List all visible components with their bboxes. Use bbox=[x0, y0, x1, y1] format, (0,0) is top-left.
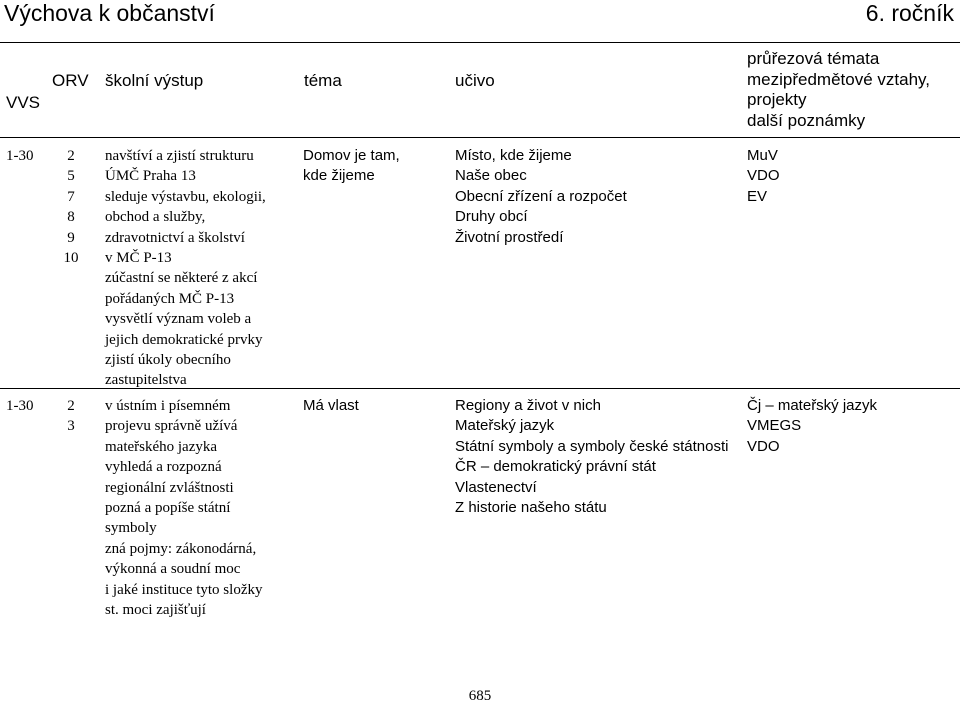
col-header-orv: ORV bbox=[52, 71, 89, 90]
grade-title: 6. ročník bbox=[865, 0, 954, 26]
block2-outputs bbox=[105, 396, 262, 620]
block1-topic bbox=[303, 146, 400, 187]
curriculum-line: Regiony a život v nich bbox=[455, 397, 601, 414]
orv-item: 8 bbox=[67, 209, 75, 226]
orv-item: 2 bbox=[67, 148, 75, 164]
topic-line: kde žijeme bbox=[303, 167, 375, 185]
block1-curriculum bbox=[455, 146, 627, 248]
output-line: obchod a služby, bbox=[105, 209, 206, 226]
orv-item: 10 bbox=[63, 249, 79, 266]
output-line: ÚMČ Praha 13 bbox=[105, 168, 196, 185]
col-header-output: školní výstup bbox=[105, 71, 204, 90]
cross-line: EV bbox=[747, 187, 768, 205]
curriculum-line: Mateřský jazyk bbox=[455, 417, 555, 435]
topic-line: Domov je tam, bbox=[303, 147, 400, 164]
cross-line: MuV bbox=[747, 147, 778, 164]
subject-title: Výchova k občanství bbox=[4, 0, 215, 26]
output-line: symboly bbox=[105, 520, 157, 537]
col-header-cross-line: projekty bbox=[747, 90, 807, 109]
curriculum-line: Z historie našeho státu bbox=[455, 498, 607, 516]
output-line: sleduje výstavbu, ekologii, bbox=[105, 188, 266, 205]
block2-vvs: 1-30 bbox=[6, 398, 34, 414]
output-line: navštíví a zjistí strukturu bbox=[105, 148, 254, 164]
output-line: i jaké instituce tyto složky bbox=[105, 581, 263, 598]
curriculum-line: Životní prostředí bbox=[455, 228, 564, 246]
col-header-cross-line: průřezová témata bbox=[747, 49, 880, 68]
orv-item: 5 bbox=[67, 168, 75, 185]
output-line: st. moci zajišťují bbox=[105, 601, 206, 618]
block1-cross bbox=[747, 146, 780, 207]
header-bottom-rule bbox=[0, 137, 960, 138]
output-line: zdravotnictví a školství bbox=[105, 229, 245, 246]
output-line: projevu správně užívá bbox=[105, 418, 238, 435]
output-line: výkonná a soudní moc bbox=[105, 561, 241, 578]
header-top-rule bbox=[0, 42, 960, 43]
cross-line: VMEGS bbox=[747, 417, 802, 435]
block1-orv-list bbox=[56, 146, 86, 268]
block2-curriculum bbox=[455, 396, 728, 518]
curriculum-line: Druhy obcí bbox=[455, 208, 528, 226]
curriculum-line: Státní symboly a symboly české státnosti bbox=[455, 437, 729, 455]
curriculum-line: Obecní zřízení a rozpočet bbox=[455, 187, 627, 205]
output-line: zúčastní se některé z akcí bbox=[105, 270, 258, 287]
output-line: jejich demokratické prvky bbox=[105, 331, 263, 348]
orv-item: 3 bbox=[67, 418, 75, 435]
block1-outputs bbox=[105, 146, 266, 391]
col-header-curriculum: učivo bbox=[455, 71, 495, 90]
curriculum-line: Vlastenectví bbox=[455, 478, 537, 496]
output-line: v ústním i písemném bbox=[105, 398, 231, 414]
block-separator-rule bbox=[0, 388, 960, 389]
orv-item: 9 bbox=[67, 229, 75, 246]
output-line: vyhledá a rozpozná bbox=[105, 459, 222, 476]
block1-vvs: 1-30 bbox=[6, 148, 34, 164]
output-line: pořádaných MČ P-13 bbox=[105, 290, 235, 307]
page-number: 685 bbox=[468, 688, 492, 704]
curriculum-line: ČR – demokratický právní stát bbox=[455, 458, 656, 476]
title-bar bbox=[0, 0, 960, 32]
block2-orv-list bbox=[56, 396, 86, 437]
block2-topic bbox=[303, 396, 359, 416]
cross-line: Čj – mateřský jazyk bbox=[747, 397, 878, 414]
curriculum-line: Místo, kde žijeme bbox=[455, 147, 572, 164]
col-header-cross bbox=[747, 49, 930, 131]
output-line: regionální zvláštnosti bbox=[105, 479, 234, 496]
col-header-cross-line: další poznámky bbox=[747, 110, 866, 130]
output-line: v MČ P-13 bbox=[105, 249, 172, 266]
output-line: vysvětlí význam voleb a bbox=[105, 311, 252, 328]
orv-item: 7 bbox=[67, 188, 75, 205]
orv-item: 2 bbox=[67, 398, 75, 414]
cross-line: VDO bbox=[747, 437, 780, 455]
output-line: mateřského jazyka bbox=[105, 438, 218, 455]
cross-line: VDO bbox=[747, 167, 780, 185]
col-header-vvs: VVS bbox=[6, 93, 41, 112]
output-line: pozná a popíše státní bbox=[105, 499, 231, 516]
output-line: zjistí úkoly obecního bbox=[105, 351, 231, 368]
col-header-cross-line: mezipředmětové vztahy, bbox=[747, 69, 930, 89]
block2-cross bbox=[747, 396, 877, 457]
output-line: zastupitelstva bbox=[105, 372, 187, 389]
col-header-topic: téma bbox=[304, 71, 342, 90]
output-line: zná pojmy: zákonodárná, bbox=[105, 540, 257, 557]
curriculum-line: Naše obec bbox=[455, 167, 527, 185]
topic-line: Má vlast bbox=[303, 397, 359, 414]
